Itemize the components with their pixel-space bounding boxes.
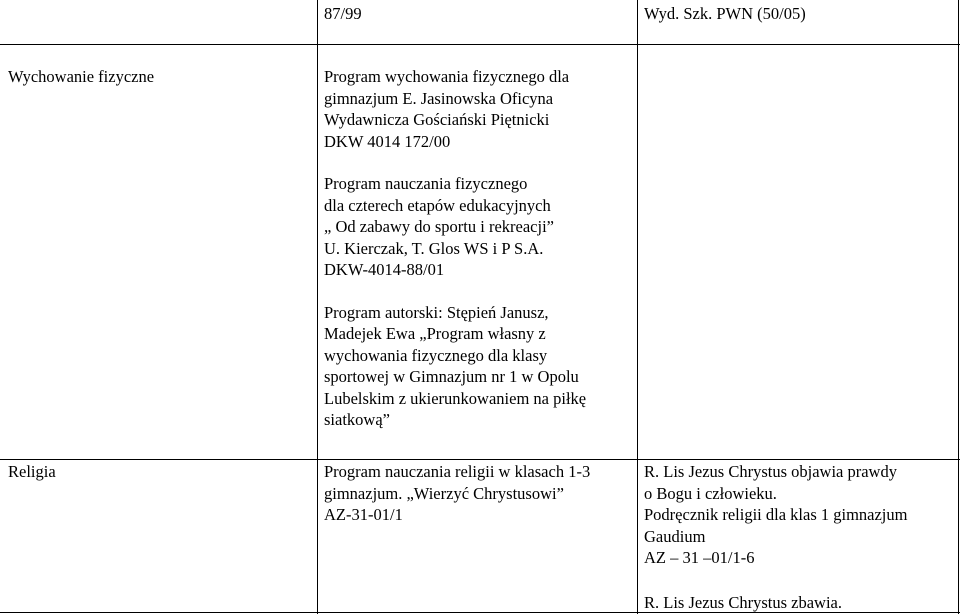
program-line: gimnazjum E. Jasinowska Oficyna bbox=[324, 88, 554, 108]
program-entry bbox=[324, 302, 634, 431]
subject-label: Wychowanie fizyczne bbox=[8, 67, 155, 86]
subject-physical-education bbox=[8, 66, 154, 88]
header-bottom-border bbox=[0, 44, 960, 45]
program-entry bbox=[324, 66, 634, 152]
textbook-line: Podręcznik religii dla klas 1 gimnazjum bbox=[644, 505, 908, 524]
row-divider bbox=[0, 459, 960, 460]
program-line: dla czterech etapów edukacyjnych bbox=[324, 195, 551, 215]
program-line: siatkową” bbox=[324, 410, 390, 429]
program-line: gimnazjum. „Wierzyć Chrystusowi” bbox=[324, 483, 564, 503]
programs-religion bbox=[324, 461, 634, 526]
textbook-line: Gaudium bbox=[644, 526, 706, 546]
program-line: Program wychowania fizycznego dla bbox=[324, 67, 570, 86]
program-entry bbox=[324, 461, 634, 526]
header-publisher-text: Wyd. Szk. PWN (50/05) bbox=[644, 4, 806, 23]
program-line: Program autorski: Stępień Janusz, bbox=[324, 302, 549, 322]
program-line: Wydawnicza Gościański Piętnicki bbox=[324, 110, 550, 129]
program-line: wychowania fizycznego dla klasy bbox=[324, 345, 548, 365]
column-divider-2 bbox=[637, 0, 638, 614]
textbook-religion-second bbox=[644, 592, 956, 614]
textbook-line: AZ – 31 –01/1-6 bbox=[644, 548, 755, 567]
textbook-line: o Bogu i człowieku. bbox=[644, 483, 777, 503]
subject-label: Religia bbox=[8, 462, 56, 481]
table-right-border bbox=[958, 0, 959, 614]
textbook-line: R. Lis Jezus Chrystus objawia prawdy bbox=[644, 462, 897, 481]
program-line: AZ-31-01/1 bbox=[324, 505, 403, 524]
program-line: DKW-4014-88/01 bbox=[324, 260, 445, 279]
header-catalog-number bbox=[324, 3, 362, 25]
program-entry bbox=[324, 173, 634, 281]
program-line: Madejek Ewa „Program własny z bbox=[324, 324, 546, 343]
header-catalog-number-text: 87/99 bbox=[324, 4, 362, 23]
subject-religion bbox=[8, 461, 56, 483]
programs-physical-education bbox=[324, 66, 634, 431]
textbook-line: R. Lis Jezus Chrystus zbawia. bbox=[644, 593, 842, 612]
program-line: DKW 4014 172/00 bbox=[324, 131, 451, 151]
textbooks-religion bbox=[644, 461, 956, 569]
header-publisher bbox=[644, 3, 806, 25]
program-line: Program nauczania fizycznego bbox=[324, 174, 528, 193]
program-line: Program nauczania religii w klasach 1-3 bbox=[324, 462, 591, 481]
textbook-entry bbox=[644, 461, 956, 569]
program-line: „ Od zabawy do sportu i rekreacji” bbox=[324, 217, 554, 236]
column-divider-1 bbox=[317, 0, 318, 614]
program-line: sportowej w Gimnazjum nr 1 w Opolu bbox=[324, 367, 579, 386]
program-line: Lubelskim z ukierunkowaniem na piłkę bbox=[324, 388, 587, 408]
program-line: U. Kierczak, T. Glos WS i P S.A. bbox=[324, 238, 544, 258]
